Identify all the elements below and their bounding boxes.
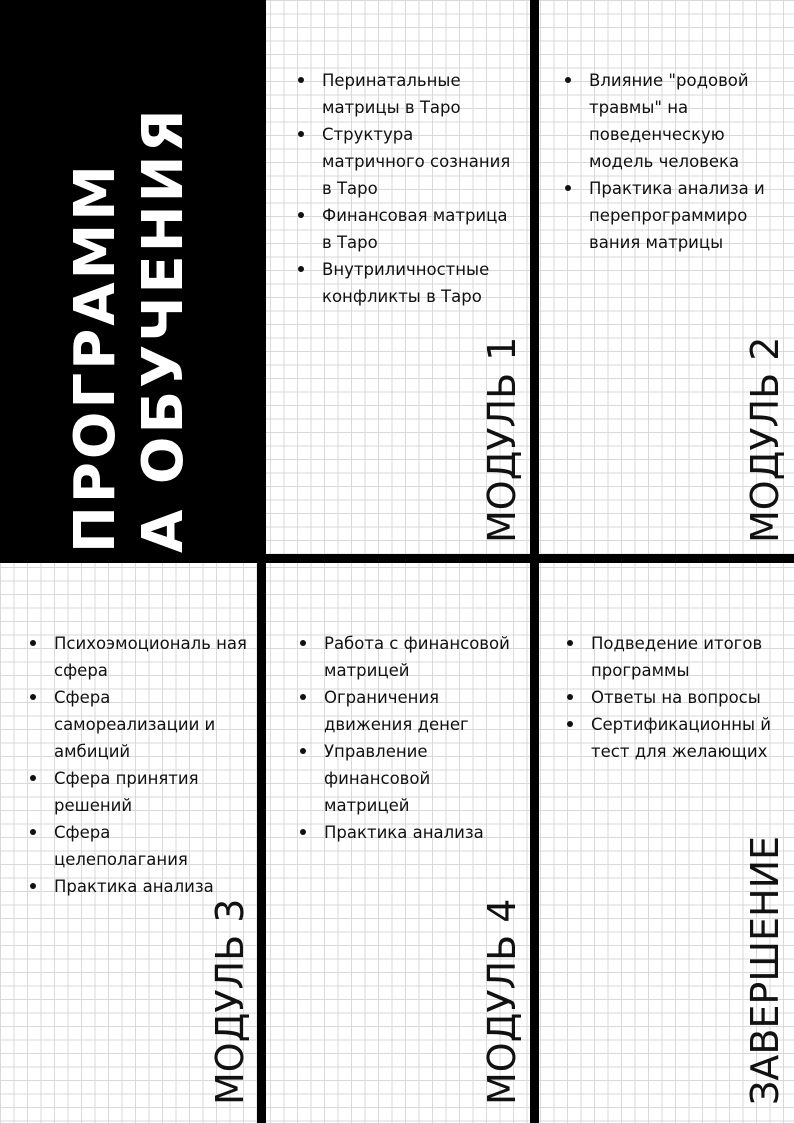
list-item: Работа с финансовой матрицей	[298, 630, 518, 684]
list-item: Сфера самореализации и амбиций	[28, 684, 248, 765]
module-1-list	[296, 67, 521, 310]
page-title-line-1: ПРОГРАММ	[63, 161, 128, 553]
list-item: Ограничения движения денег	[298, 684, 518, 738]
list-item: Перинатальные матрицы в Таро	[296, 67, 521, 121]
page-title	[62, 33, 198, 553]
list-item: Практика анализа	[298, 819, 518, 846]
page-title-line-2: А ОБУЧЕНИЯ	[131, 106, 196, 553]
list-item: Практика анализа и перепрограммиро вания матрицы	[563, 175, 778, 256]
module-2-label: МОДУЛЬ 2	[743, 336, 787, 543]
list-item: Структура матричного сознания в Таро	[296, 121, 521, 202]
module-3-label: МОДУЛЬ 3	[208, 898, 252, 1105]
module-2-list	[563, 67, 778, 256]
title-block	[0, 0, 260, 558]
list-item: Психоэмоциональ ная сфера	[28, 630, 248, 684]
module-3-list	[28, 630, 248, 900]
list-item: Сфера целеполагания	[28, 819, 248, 873]
list-item: Сфера принятия решений	[28, 765, 248, 819]
completion-label: ЗАВЕРШЕНИЕ	[743, 835, 787, 1105]
list-item: Сертификационны й тест для желающих	[565, 711, 780, 765]
module-4-list	[298, 630, 518, 846]
list-item: Управление финансовой матрицей	[298, 738, 518, 819]
list-item: Влияние "родовой травмы" на поведенческую модель человека	[563, 67, 778, 175]
list-item: Ответы на вопросы	[565, 684, 780, 711]
completion-list	[565, 630, 780, 765]
list-item: Финансовая матрица в Таро	[296, 202, 521, 256]
module-4-label: МОДУЛЬ 4	[480, 898, 524, 1105]
list-item: Подведение итогов программы	[565, 630, 780, 684]
list-item: Внутриличностные конфликты в Таро	[296, 256, 521, 310]
list-item: Практика анализа	[28, 873, 248, 900]
module-1-label: МОДУЛЬ 1	[480, 336, 524, 543]
horizontal-divider	[0, 554, 794, 563]
